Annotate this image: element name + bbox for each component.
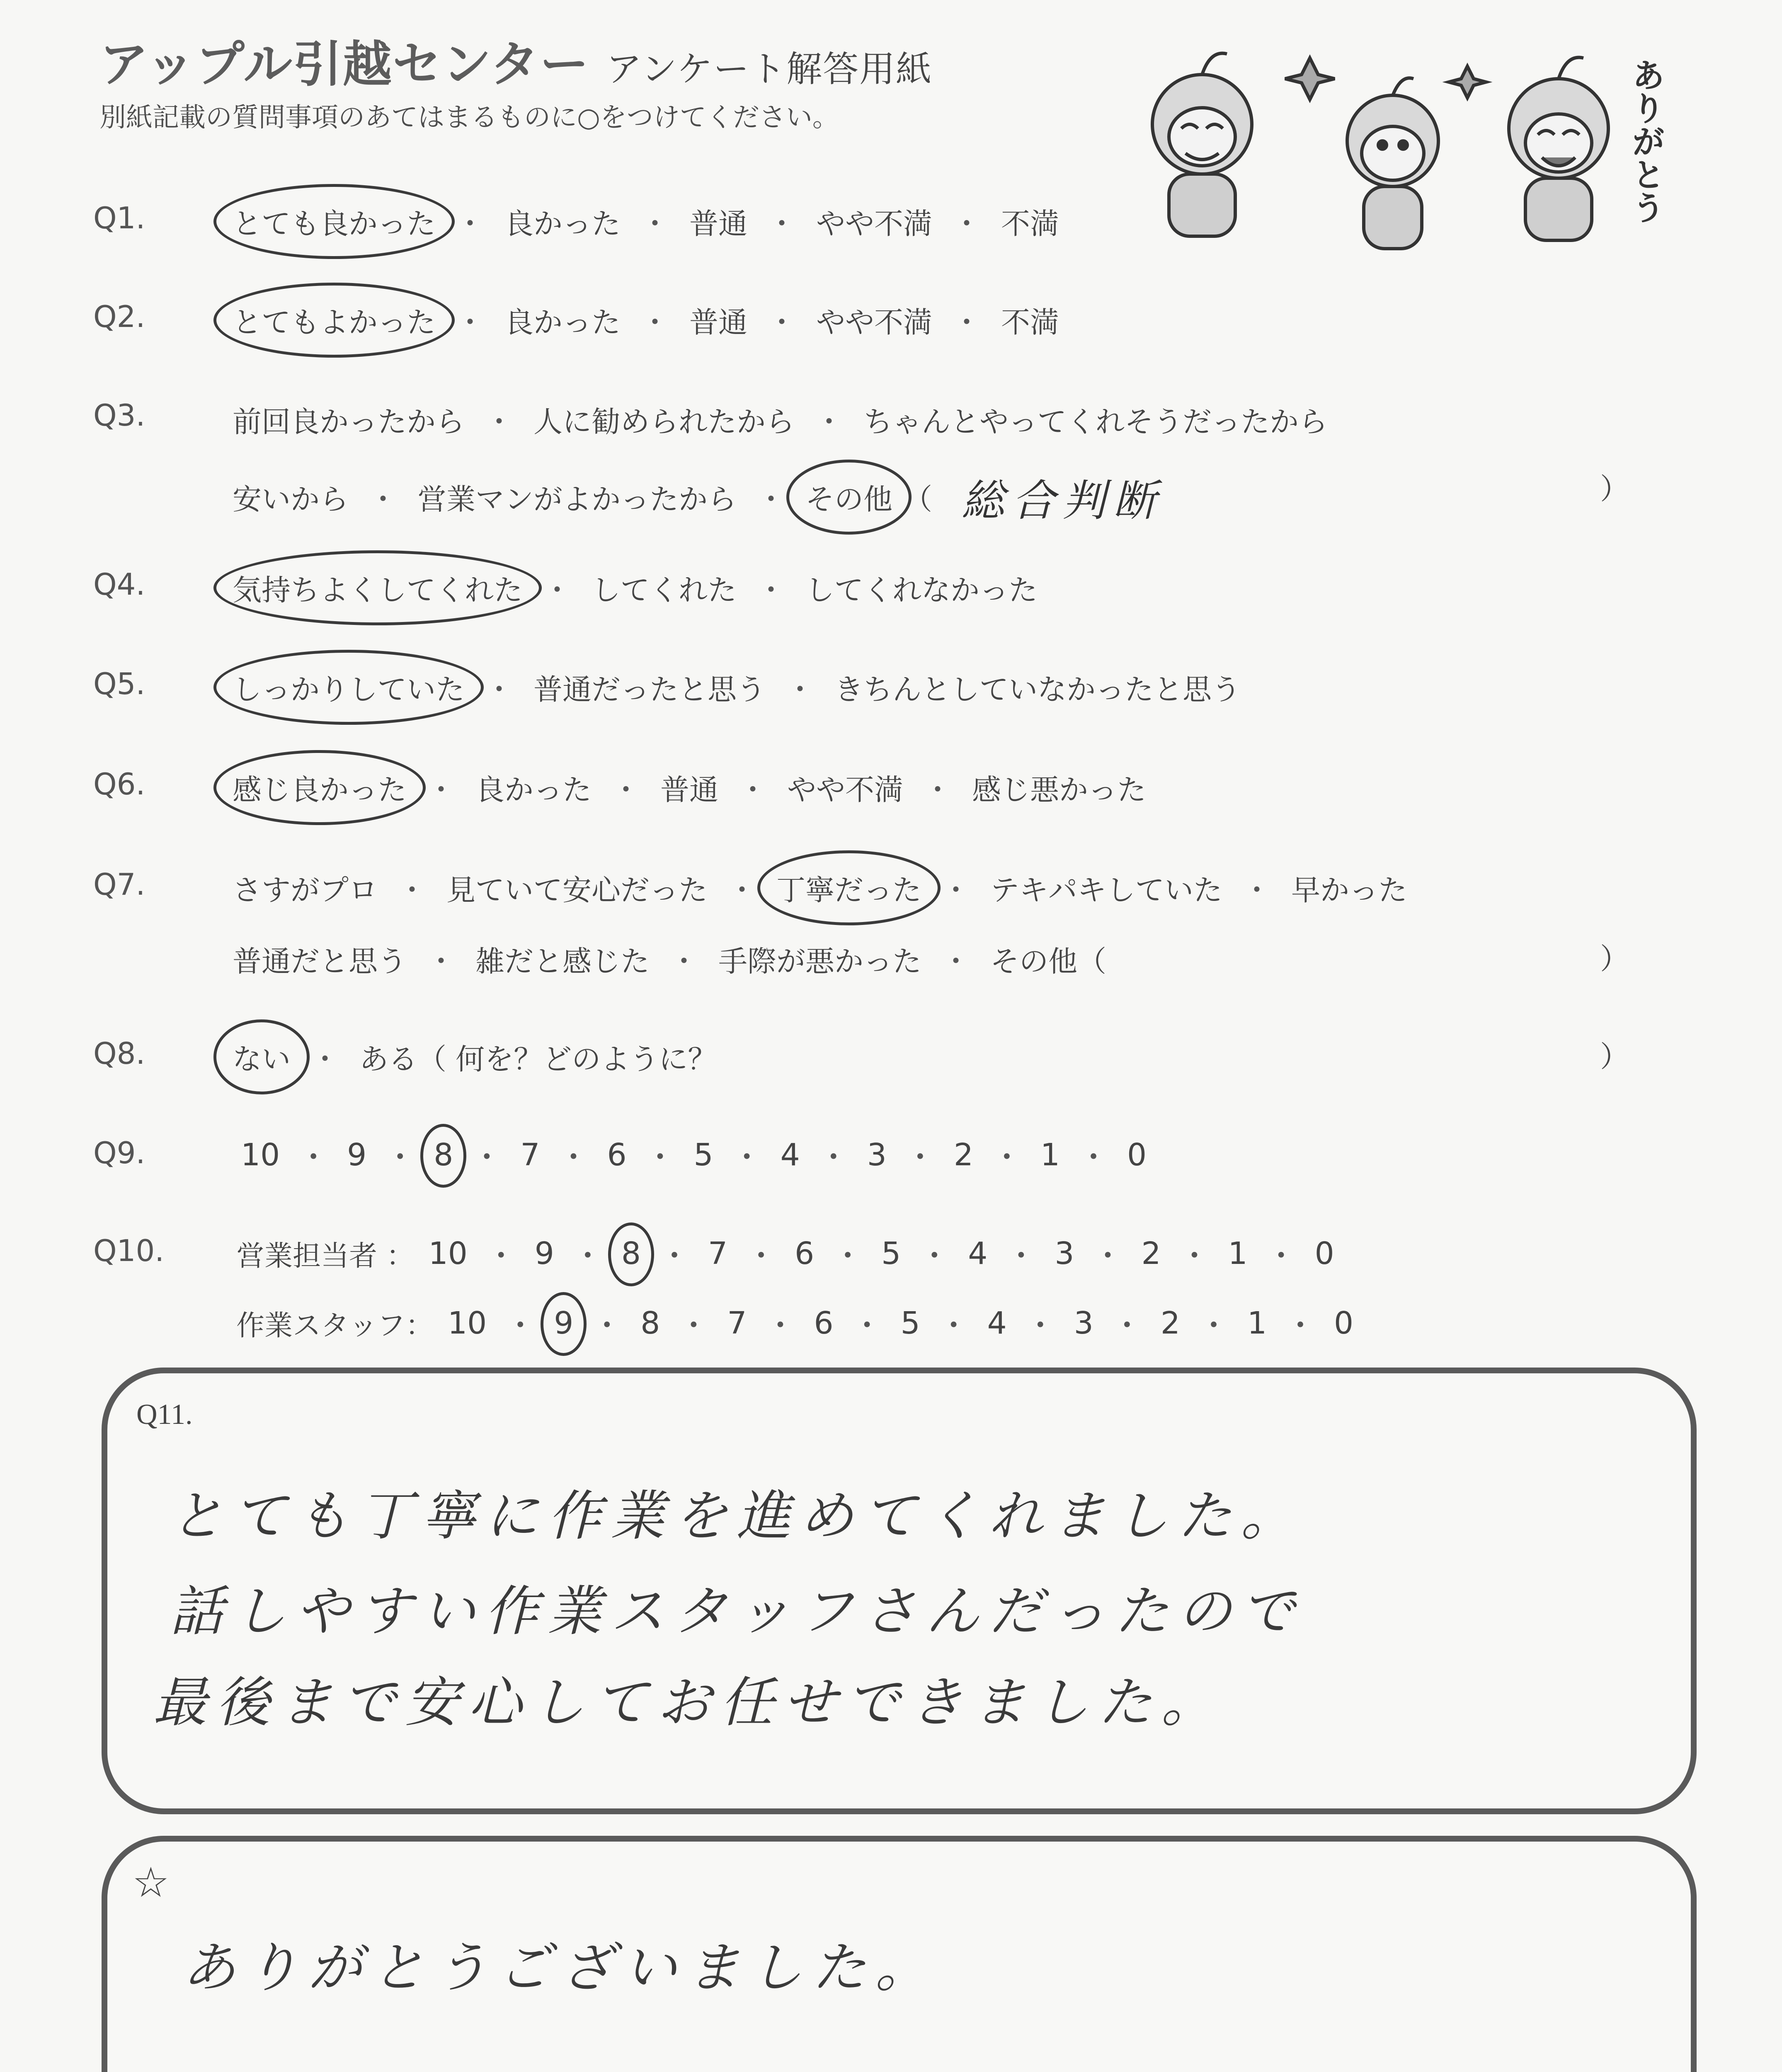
q2-option-2[interactable]: 良かった: [504, 305, 621, 339]
q1-options: とても良かった ・ 良かった ・ 普通 ・ やや不満 ・ 不満: [230, 198, 1062, 245]
q2-option-1[interactable]: とてもよかった: [230, 297, 438, 344]
q6-option-5[interactable]: 感じ悪かった: [972, 773, 1146, 807]
q7-option-7[interactable]: 雑だと感じた: [475, 944, 650, 978]
q11-comment-box[interactable]: [102, 1368, 1697, 1814]
q10-staff-3[interactable]: 3: [1074, 1305, 1093, 1341]
q10-sales-label: 営業担当者 ：: [236, 1239, 415, 1273]
q7-options-row2: 普通だと思う ・ 雑だと感じた ・ 手際が悪かった ・ その他（: [230, 936, 1109, 983]
q10-staff-8[interactable]: 8: [640, 1305, 660, 1341]
q8-label: Q8.: [93, 1036, 145, 1071]
q9-score-6[interactable]: 6: [607, 1137, 627, 1173]
q10-staff-label: 作業スタッフ：: [236, 1309, 434, 1342]
q1-option-2[interactable]: 良かった: [504, 207, 621, 241]
company-title: [99, 25, 932, 95]
q9-score-5[interactable]: 5: [693, 1137, 713, 1173]
instruction-text: 別紙記載の質問事項のあてはまるものに○をつけてください。: [99, 102, 839, 133]
q10-sales-2[interactable]: 2: [1141, 1236, 1161, 1271]
mascot-left: [1152, 53, 1252, 236]
q4-option-2[interactable]: してくれた: [592, 573, 737, 607]
q3-label: Q3.: [93, 398, 145, 433]
star-icon: ☆: [132, 1858, 170, 1907]
mascot-middle: [1347, 78, 1438, 249]
q6-option-1[interactable]: 感じ良かった: [230, 764, 409, 811]
q7-option-3[interactable]: 丁寧だった: [774, 864, 924, 911]
q10-staff-1[interactable]: 1: [1247, 1305, 1267, 1341]
q3-options-row2: 安いから ・ 営業マンがよかったから ・ その他 （ 総合判断: [230, 466, 1164, 528]
q7-label: Q7.: [93, 867, 145, 902]
q1-option-5[interactable]: 不満: [1001, 207, 1059, 241]
q9-score-3[interactable]: 3: [867, 1137, 887, 1173]
q10-staff-6[interactable]: 6: [814, 1305, 834, 1341]
q9-score-9[interactable]: 9: [347, 1137, 367, 1173]
q7-option-2[interactable]: 見ていて安心だった: [446, 873, 708, 907]
q10-staff-2[interactable]: 2: [1160, 1305, 1180, 1341]
q10-sales-4[interactable]: 4: [968, 1236, 988, 1271]
q1-option-1[interactable]: とても良かった: [230, 198, 438, 245]
q3-option-1[interactable]: 前回良かったから: [233, 405, 465, 439]
company-name: アップル引越センター: [99, 36, 590, 93]
q2-option-4[interactable]: やや不満: [816, 305, 932, 339]
q10-sales-1[interactable]: 1: [1228, 1236, 1248, 1271]
q4-option-3[interactable]: してくれなかった: [805, 573, 1038, 607]
q10-sales-8[interactable]: 8: [619, 1233, 643, 1274]
q9-score-8[interactable]: 8: [431, 1135, 456, 1175]
q2-option-5[interactable]: 不満: [1001, 305, 1059, 339]
extra-comment-line-1: ありがとうございました。: [182, 1936, 938, 1999]
q6-option-3[interactable]: 普通: [660, 773, 718, 807]
q5-options: しっかりしていた ・ 普通だったと思う ・ きちんとしていなかったと思う: [230, 664, 1243, 711]
q9-score-4[interactable]: 4: [780, 1137, 800, 1173]
q10-sales-6[interactable]: 6: [795, 1236, 815, 1271]
q10-sales-9[interactable]: 9: [534, 1236, 554, 1271]
q10-label: Q10.: [93, 1233, 165, 1268]
q7-option-8[interactable]: 手際が悪かった: [718, 944, 921, 978]
q7-close-paren: ）: [1600, 942, 1629, 976]
q10-staff-5[interactable]: 5: [900, 1305, 920, 1341]
q1-label: Q1.: [93, 201, 145, 235]
q11-line-1: とても丁寧に作業を進めてくれました。: [170, 1484, 1304, 1547]
q3-option-4[interactable]: 安いから: [233, 482, 349, 516]
q3-option-other[interactable]: その他: [803, 474, 895, 520]
q9-score-7[interactable]: 7: [520, 1137, 540, 1173]
q5-label: Q5.: [93, 666, 145, 701]
q4-options: 気持ちよくしてくれた ・ してくれた ・ してくれなかった: [230, 564, 1040, 611]
q5-option-2[interactable]: 普通だったと思う: [533, 673, 766, 707]
q3-option-3[interactable]: ちゃんとやってくれそうだったから: [863, 405, 1328, 439]
q10-staff-10[interactable]: 10: [448, 1305, 487, 1341]
q11-label: Q11.: [136, 1399, 193, 1431]
form-title: アンケート解答用紙: [606, 48, 933, 90]
q1-option-4[interactable]: やや不満: [816, 207, 932, 241]
q9-score-0[interactable]: 0: [1127, 1137, 1147, 1173]
q3-other-handwritten: 総合判断: [961, 475, 1164, 526]
q1-option-3[interactable]: 普通: [689, 207, 747, 241]
q4-option-1[interactable]: 気持ちよくしてくれた: [230, 564, 525, 611]
extra-comment-box[interactable]: [102, 1836, 1697, 2072]
q9-score-2[interactable]: 2: [953, 1137, 973, 1173]
q10-staff-4[interactable]: 4: [987, 1305, 1007, 1341]
q3-option-2[interactable]: 人に勧められたから: [533, 405, 795, 439]
q9-label: Q9.: [93, 1135, 145, 1170]
q9-scale: 10 ・ 9 ・ 8 ・ 7 ・ 6 ・ 5 ・ 4 ・ 3 ・ 2 ・ 1 ・ 0: [238, 1133, 1149, 1177]
q11-line-2: 話しやすい作業スタッフさんだったので: [170, 1580, 1304, 1643]
q8-option-some[interactable]: ある（ 何を？どのように？: [359, 1042, 717, 1076]
q3-options-row1: 前回良かったから ・ 人に勧められたから ・ ちゃんとやってくれそうだったから: [230, 396, 1330, 443]
q6-option-4[interactable]: やや不満: [787, 773, 903, 807]
q4-label: Q4.: [93, 567, 145, 602]
q8-close-paren: ）: [1600, 1040, 1629, 1074]
mascot-illustration: [1119, 33, 1679, 257]
q8-options: ない ・ ある（ 何を？どのように？: [230, 1034, 719, 1080]
q10-staff-9[interactable]: 9: [551, 1303, 576, 1343]
q6-label: Q6.: [93, 767, 145, 801]
q2-options: とてもよかった ・ 良かった ・ 普通 ・ やや不満 ・ 不満: [230, 297, 1062, 344]
q10-sales-row: 営業担当者 ： 10 ・ 9 ・ 8 ・ 7 ・ 6 ・ 5 ・ 4 ・ 3 ・ 2 ・ 1 ・ 0: [236, 1232, 1337, 1276]
q10-sales-10[interactable]: 10: [428, 1236, 468, 1271]
q9-score-1[interactable]: 1: [1040, 1137, 1060, 1173]
q10-sales-0[interactable]: 0: [1314, 1236, 1334, 1271]
mascot-thanks-text: ありがとう: [1626, 58, 1665, 224]
q7-option-1[interactable]: さすがプロ: [233, 873, 378, 907]
q10-staff-row: 作業スタッフ： 10 ・ 9 ・ 8 ・ 7 ・ 6 ・ 5 ・ 4 ・ 3 ・ 2 ・ 1 ・ 0: [236, 1301, 1356, 1345]
q5-option-1[interactable]: しっかりしていた: [230, 664, 467, 711]
q3-close-paren: ）: [1600, 472, 1629, 506]
q3-option-5[interactable]: 営業マンがよかったから: [417, 482, 737, 516]
q7-option-other[interactable]: その他（: [990, 944, 1106, 978]
q7-option-4[interactable]: テキパキしていた: [990, 873, 1222, 907]
q11-line-3: 最後まで安心してお任せできました。: [153, 1671, 1224, 1734]
q2-option-3[interactable]: 普通: [689, 305, 747, 339]
q6-option-2[interactable]: 良かった: [475, 773, 592, 807]
q7-options-row1: さすがプロ ・ 見ていて安心だった ・ 丁寧だった ・ テキパキしていた ・ 早かった: [230, 864, 1410, 911]
q9-score-10[interactable]: 10: [241, 1137, 280, 1173]
q7-option-5[interactable]: 早かった: [1291, 873, 1407, 907]
q7-option-6[interactable]: 普通だと思う: [233, 944, 407, 978]
q10-staff-0[interactable]: 0: [1334, 1305, 1354, 1341]
q8-option-none[interactable]: ない: [230, 1034, 293, 1080]
mascot-right: [1509, 58, 1608, 240]
q6-options: 感じ良かった ・ 良かった ・ 普通 ・ やや不満 ・ 感じ悪かった: [230, 764, 1149, 811]
q2-label: Q2.: [93, 299, 145, 334]
q10-sales-5[interactable]: 5: [881, 1236, 901, 1271]
q10-sales-3[interactable]: 3: [1055, 1236, 1074, 1271]
q10-staff-7[interactable]: 7: [727, 1305, 747, 1341]
q10-sales-7[interactable]: 7: [708, 1236, 728, 1271]
q5-option-3[interactable]: きちんとしていなかったと思う: [834, 673, 1241, 707]
